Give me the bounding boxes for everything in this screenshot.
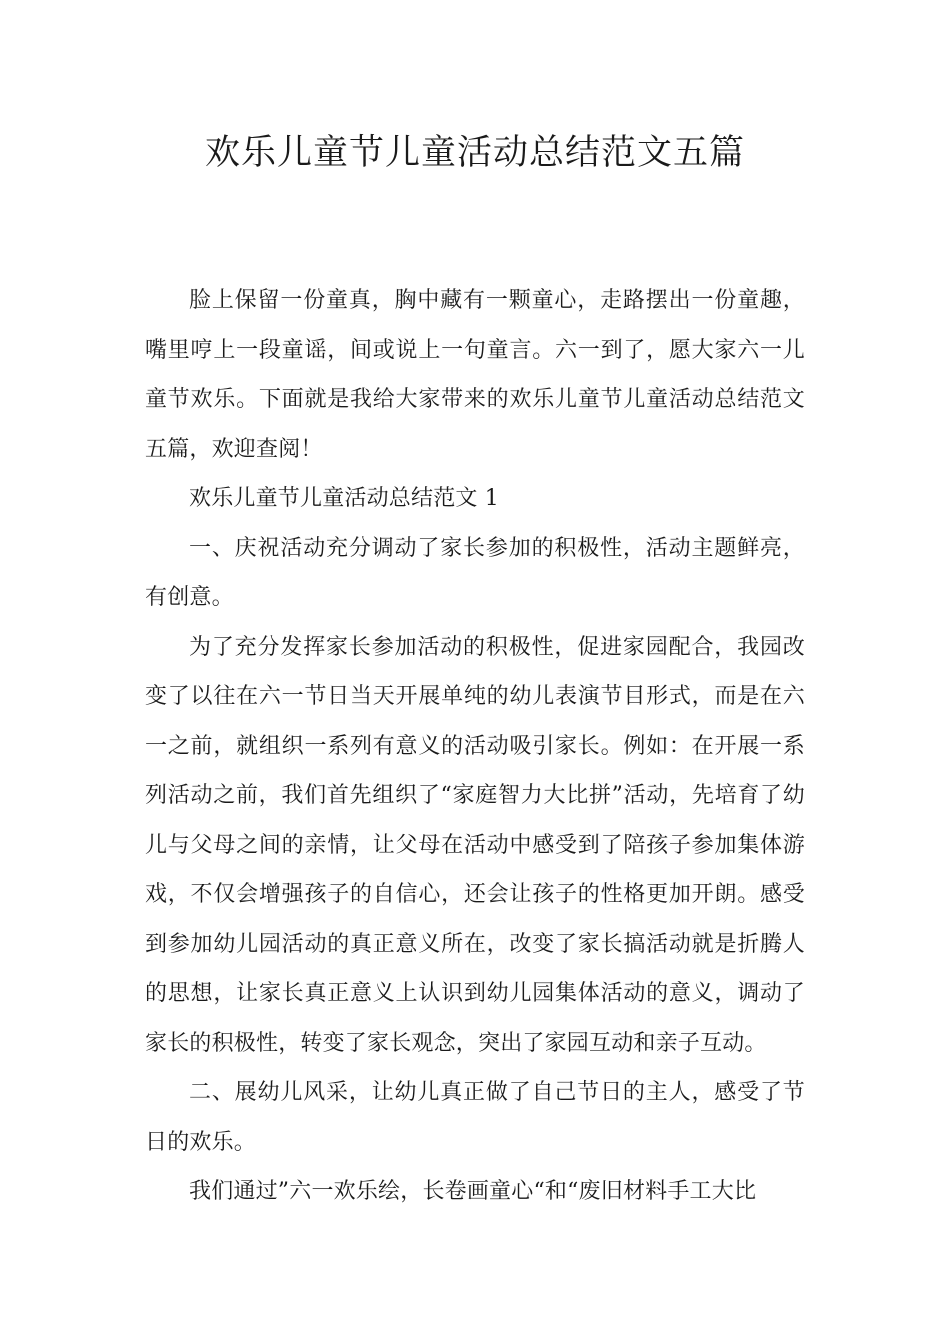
point-one-body: 为了充分发挥家长参加活动的积极性，促进家园配合，我园改变了以往在六一节日当天开展单纯的幼儿表演节目形式，而是在六一之前，就组织一系列有意义的活动吸引家长。例如：在开展一系列活动之前，我们首先组织了“家庭智力大比拼”活动，先培育了幼儿与父母之间的亲情，让父母在活动中感受到了陪孩子参加集体游戏，不仅会增强孩子的自信心，还会让孩子的性格更加开朗。感受到参加幼儿园活动的真正意义所在，改变了家长搞活动就是折腾人的思想，让家长真正意义上认识到幼儿园集体活动的意义，调动了家长的积极性，转变了家长观念，突出了家园互动和亲子互动。	[145, 634, 805, 1056]
document-title: 欢乐儿童节儿童活动总结范文五篇	[204, 133, 745, 173]
intro-paragraph: 脸上保留一份童真，胸中藏有一颗童心，走路摆出一份童趣，嘴里哼上一段童谣，间或说上一句童言。六一到了，愿大家六一儿童节欢乐。下面就是我给大家带来的欢乐儿童节儿童活动总结范文五篇，欢迎查阅！	[145, 288, 805, 462]
point-two-heading: 二、展幼儿风采，让幼儿真正做了自己节日的主人，感受了节日的欢乐。	[145, 1080, 805, 1155]
section-heading: 欢乐儿童节儿童活动总结范文 1	[189, 486, 499, 511]
document-body	[145, 276, 805, 1217]
point-one-heading: 一、庆祝活动充分调动了家长参加的积极性，活动主题鲜亮，有创意。	[145, 535, 805, 610]
point-two-body: 我们通过”六一欢乐绘，长卷画童心“和“废旧材料手工大比	[189, 1179, 757, 1204]
